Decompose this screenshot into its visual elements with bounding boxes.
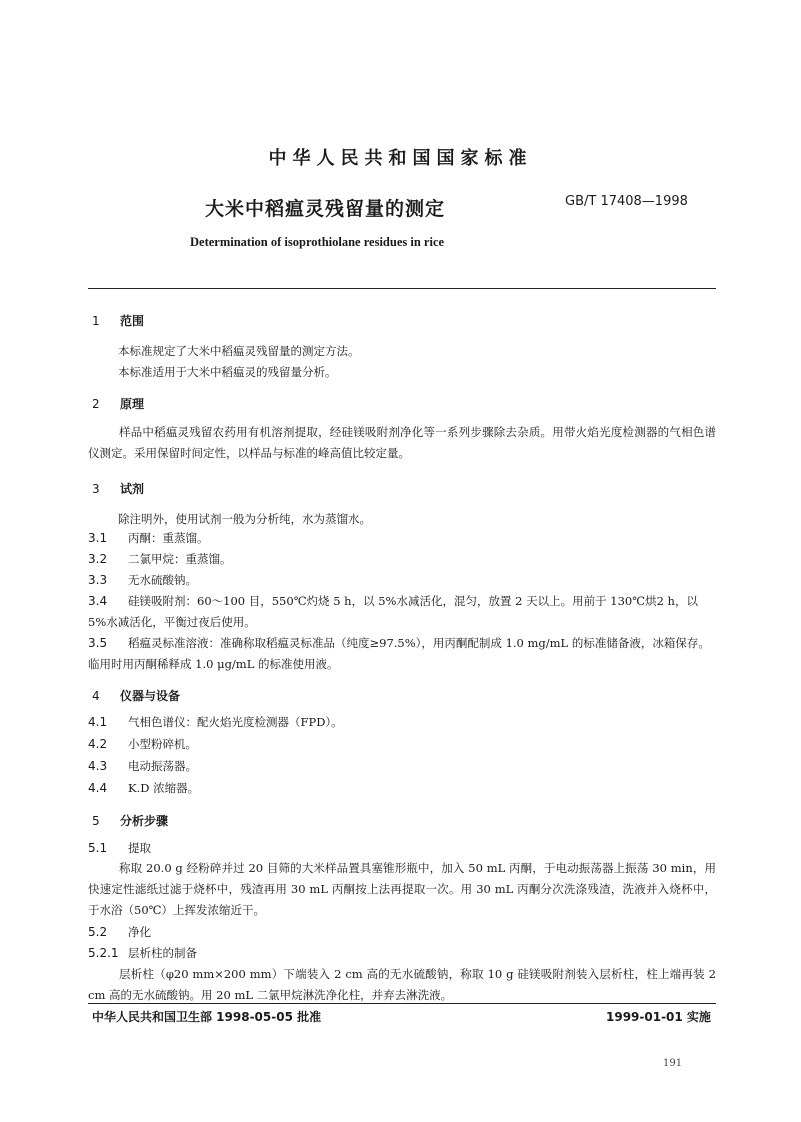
reagent-item: 3.3 无水硫酸钠。	[88, 573, 197, 587]
section-1-paragraph-1: 本标准规定了大米中稻瘟灵残留量的测定方法。	[118, 344, 360, 358]
reagent-item: 3.1 丙酮：重蒸馏。	[88, 531, 209, 545]
section-number: 2	[92, 397, 100, 411]
section-3-intro: 除注明外，使用试剂一般为分析纯，水为蒸馏水。	[118, 512, 371, 526]
section-number: 1	[92, 314, 100, 328]
section-number: 3	[92, 482, 100, 496]
subsection-5-2-heading: 5.2 净化	[88, 925, 151, 939]
header-divider	[88, 288, 716, 289]
subsection-5-1-paragraph: 称取 20.0 g 经粉碎并过 20 目筛的大米样品置具塞锥形瓶中，加入 50 mL 丙酮，于电动振荡器上振荡 30 min，用快速定性滤纸过滤于烧杯中，残渣再用 30 mL 丙酮按上法再提取一次。用 30 mL 丙酮分次洗涤残渣，洗液并入烧杯中，于水浴（50℃）上挥发浓缩近干。	[88, 861, 716, 917]
section-number: 5	[92, 814, 100, 828]
equipment-item: 4.3 电动振荡器。	[88, 759, 197, 773]
section-1-heading	[92, 312, 144, 329]
subsection-5-2-1-paragraph: 层析柱（φ20 mm×200 mm）下端装入 2 cm 高的无水硫酸钠，称取 10 g 硅镁吸附剂装入层析柱，柱上端再装 2 cm 高的无水硫酸钠。用 20 mL 二氯甲烷淋洗净化柱，并弃去淋洗液。	[88, 967, 716, 1002]
section-2-paragraph: 样品中稻瘟灵残留农药用有机溶剂提取，经硅镁吸附剂净化等一系列步骤除去杂质。用带火焰光度检测器的气相色谱仪测定。采用保留时间定性，以样品与标准的峰高值比较定量。	[88, 425, 716, 460]
footer-divider	[88, 1003, 716, 1004]
section-1-paragraph-2: 本标准适用于大米中稻瘟灵的残留量分析。	[118, 365, 337, 379]
reagent-item: 3.5 稻瘟灵标准溶液：准确称取稻瘟灵标准品（纯度≥97.5%），用丙酮配制成 1.0 mg/mL 的标准储备液，冰箱保存。临用时用丙酮稀释成 1.0 μg/mL 的标准使用液。	[88, 636, 710, 671]
section-title: 原理	[120, 397, 145, 411]
section-4-heading	[92, 687, 180, 704]
equipment-item: 4.1 气相色谱仪：配火焰光度检测器（FPD）。	[88, 715, 343, 729]
reagent-item: 3.4 硅镁吸附剂：60～100 目，550℃灼烧 5 h，以 5%水减活化，混匀，放置 2 天以上。用前于 130℃烘2 h，以 5%水减活化，平衡过夜后使用。	[88, 594, 698, 629]
page-number: 191	[663, 1058, 683, 1069]
section-title: 试剂	[120, 482, 145, 496]
equipment-item: 4.4 K.D 浓缩器。	[88, 781, 200, 795]
document-title: 大米中稻瘟灵残留量的测定	[205, 198, 446, 220]
section-title: 范围	[120, 314, 145, 328]
standard-code: GB/T 17408—1998	[565, 194, 688, 209]
section-2-heading	[92, 395, 144, 412]
section-number: 4	[92, 689, 100, 703]
effective-date: 1999-01-01 实施	[606, 1010, 711, 1024]
section-title: 仪器与设备	[120, 689, 181, 703]
subsection-5-2-1-heading: 5.2.1 层析柱的制备	[88, 946, 197, 960]
section-3-heading	[92, 480, 144, 497]
reagent-item: 3.2 二氯甲烷：重蒸馏。	[88, 552, 232, 566]
approval-line: 中华人民共和国卫生部 1998-05-05 批准	[92, 1010, 322, 1024]
english-title: Determination of isoprothiolane residues in rice	[190, 235, 445, 249]
equipment-item: 4.2 小型粉碎机。	[88, 737, 197, 751]
standard-type-heading: 中华人民共和国国家标准	[268, 148, 533, 169]
section-5-heading	[92, 812, 168, 829]
subsection-5-1-heading: 5.1 提取	[88, 841, 151, 855]
section-title: 分析步骤	[120, 814, 169, 828]
